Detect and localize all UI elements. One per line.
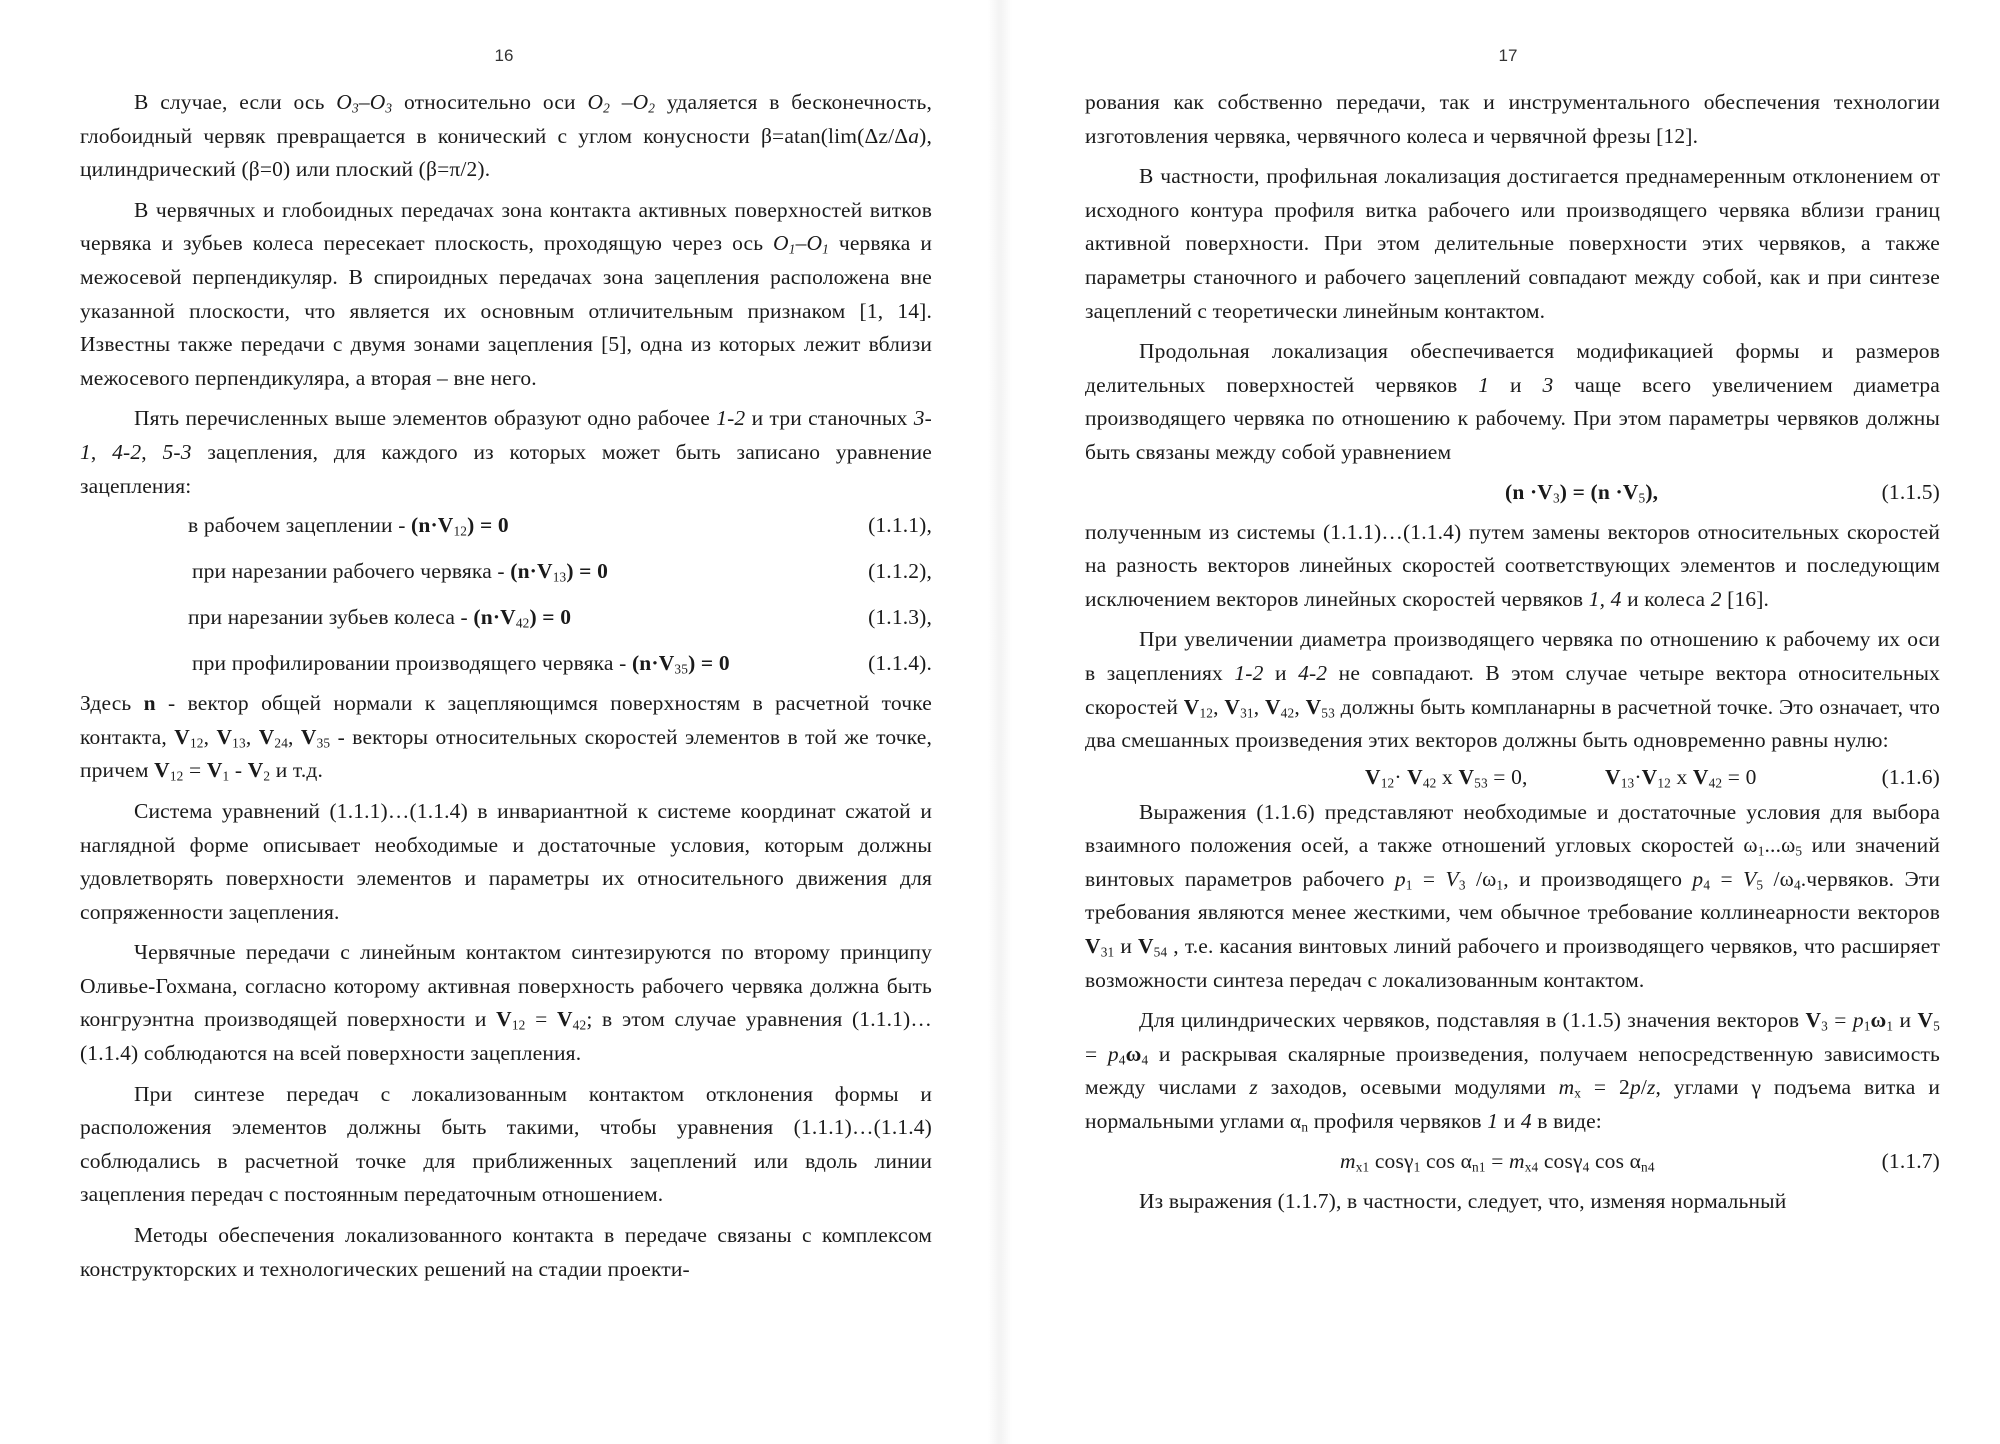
right-text-column [1085, 86, 1940, 1218]
paragraph: Выражения (1.1.6) представляют необходимые и достаточные условия для выбора взаимного положения осей, а также отношений угловых скоростей $\omega_1...\omega_5$ или значений винтовых параметров рабочего $p_1 = V_3$ $/\omega_1$, и производящего $p_4 = V_5$ $/\omega_4.червяков$. Эти требования являются менее жесткими, чем обычное требование коллинеарности векторов $V_{31}$ и $V_{54}$ , т.е. касания винтовых линий рабочего и производящего червяков, что расширяет возможности синтеза передач с локализованным контактом. [1085, 799, 1941, 992]
page-number: 16 [494, 46, 514, 65]
equation-1-1-2: при нарезании рабочего червяка - $(n\cdot V_{13}) = 0$ (1.1.2), [192, 559, 932, 585]
paragraph: При увеличении диаметра производящего червяка по отношению к рабочему их оси в зацеплениях 1-2 и 4-2 не совпадают. В этом случае четыре вектора относительных скоростей $V_{12}$, $V_{31}$, $V_{42}$, $V_{53}$ должны быть компланарны в расчетной точке. Это означает, что два смешанных произведения этих векторов должны быть одновременно равны нулю: [1085, 627, 1940, 753]
left-page [0, 0, 990, 1444]
paragraph: Система уравнений (1.1.1)…(1.1.4) в инвариантной к системе координат сжатой и наглядной форме описывает необходимые и достаточные условия, которым должны удовлетворять поверхности элементов и параметры их относительного движения для сопряженности зацепления. [80, 798, 932, 924]
paragraph: полученным из системы (1.1.1)…(1.1.4) путем замены векторов относительных скоростей на разность векторов линейных скоростей соответствующих элементов и последующим исключением векторов линейных скоростей червяков 1, 4 и колеса 2 [16]. [1085, 519, 1940, 611]
paragraph: Продольная локализация обеспечивается модификацией формы и размеров делительных поверхностей червяков 1 и 3 чаще всего увеличением диаметра производящего червяка по отношению к рабочему. При этом параметры червяков должны быть связаны между собой уравнением [1085, 339, 1940, 464]
paragraph: В случае, если ось $O_3-O_3$ относительно оси $O_2$ $-O_2$ удаляется в бесконечность, глобоидный червяк превращается в конический с углом конусности β=atan(lim(Δz/Δa), цилиндрический (β=0) или плоский (β=π/2). [80, 90, 932, 182]
page-number: 17 [1498, 46, 1518, 65]
left-text-column [80, 86, 932, 1286]
paragraph: В частности, профильная локализация достигается преднамеренным отклонением от исходного контура профиля витка рабочего или производящего червяка вблизи границ активной поверхности. При этом делительные поверхности этих червяков, а также параметры станочного и рабочего зацеплений совпадают между собой, как и при синтезе зацеплений с теоретически линейным контактом. [1085, 164, 1940, 323]
paragraph: рования как собственно передачи, так и инструментального обеспечения технологии изготовления червяка, червячного колеса и червячной фрезы [12]. [1085, 90, 1940, 148]
equation-1-1-1: в рабочем зацеплении - $(n\cdot V_{12}) = 0$ (1.1.1), [188, 513, 932, 539]
right-page [1010, 0, 2000, 1444]
paragraph: Для цилиндрических червяков, подставляя в (1.1.5) значения векторов $V_3 = p_1\omega_1$ и $V_5 = p_4\omega_4$ и раскрывая скалярные произведения, получаем непосредственную зависимость между числами z заходов, осевыми модулями $m_x = 2p/z$, углами γ подъема витка и нормальными углами $\alpha_n$ профиля червяков 1 и 4 в виде: [1085, 1008, 1940, 1135]
paragraph: При синтезе передач с локализованным контактом отклонения формы и расположения элементов должны быть такими, чтобы уравнения (1.1.1)…(1.1.4) соблюдались в расчетной точке для приближенных зацеплений или вдоль линии зацепления передач с постоянным передаточным отношением. [80, 1081, 932, 1207]
equation-1-1-7: $m_{x1}$ cosγ$_1$ $\cos \alpha_{n1} = m_{x4}$ cosγ$_4$ $\cos \alpha_{n4}$ (1.1.7) [1340, 1148, 1940, 1175]
book-gutter [988, 0, 1012, 1444]
paragraph: Пять перечисленных выше элементов образуют одно рабочее 1-2 и три станочных 3-1, 4-2, 5-3 зацепления, для каждого из которых может быть записано уравнение зацепления: [80, 406, 932, 498]
paragraph: Методы обеспечения локализованного контакта в передаче связаны с комплексом конструкторских и технологических решений на стадии проекти- [80, 1223, 932, 1281]
equation-1-1-5: $(n \cdot V_3) = (n \cdot V_5)$, (1.1.5) [1505, 479, 1940, 506]
paragraph: В червячных и глобоидных передачах зона контакта активных поверхностей витков червяка и зубьев колеса пересекает плоскость, проходящую через ось $O_1-O_1$ червяка и межосевой перпендикуляр. В спироидных передачах зона зацепления расположена вне указанной плоскости, что является их основным отличительным признаком [1, 14]. Известны также передачи с двумя зонами зацепления [5], одна из которых лежит вблизи межосевого перпендикуляра, а вторая – вне него. [80, 197, 932, 390]
equation-1-1-3: при нарезании зубьев колеса - $(n\cdot V_{42}) = 0$ (1.1.3), [188, 605, 932, 631]
equation-1-1-4: при профилировании производящего червяка - $(n\cdot V_{35}) = 0$ (1.1.4). [192, 651, 932, 677]
paragraph: Из выражения (1.1.7), в частности, следует, что, изменяя нормальный [1139, 1188, 1787, 1213]
paragraph: Червячные передачи с линейным контактом синтезируются по второму принципу Оливье-Гохмана, согласно которому активная поверхность рабочего червяка должна быть конгруэнтна производящей поверхности и $V_{12} = V_{42}$; в этом случае уравнения (1.1.1)…(1.1.4) соблюдаются на всей поверхности зацепления. [80, 940, 933, 1066]
equation-1-1-6: $V_{12}\cdot V_{42}$ x $V_{53} = 0$, $V_{13}\cdot V_{12}$ x $V_{42} = 0$ (1.1.6) [1365, 764, 1940, 791]
paragraph: Здесь n - вектор общей нормали к зацепляющимся поверхностям в расчетной точке контакта, $V_{12}$, $V_{13}$, $V_{24}$, $V_{35}$ - векторы относительных скоростей элементов в той же точке, причем $V_{12} = V_1 - V_2$ и т.д. [80, 691, 932, 785]
